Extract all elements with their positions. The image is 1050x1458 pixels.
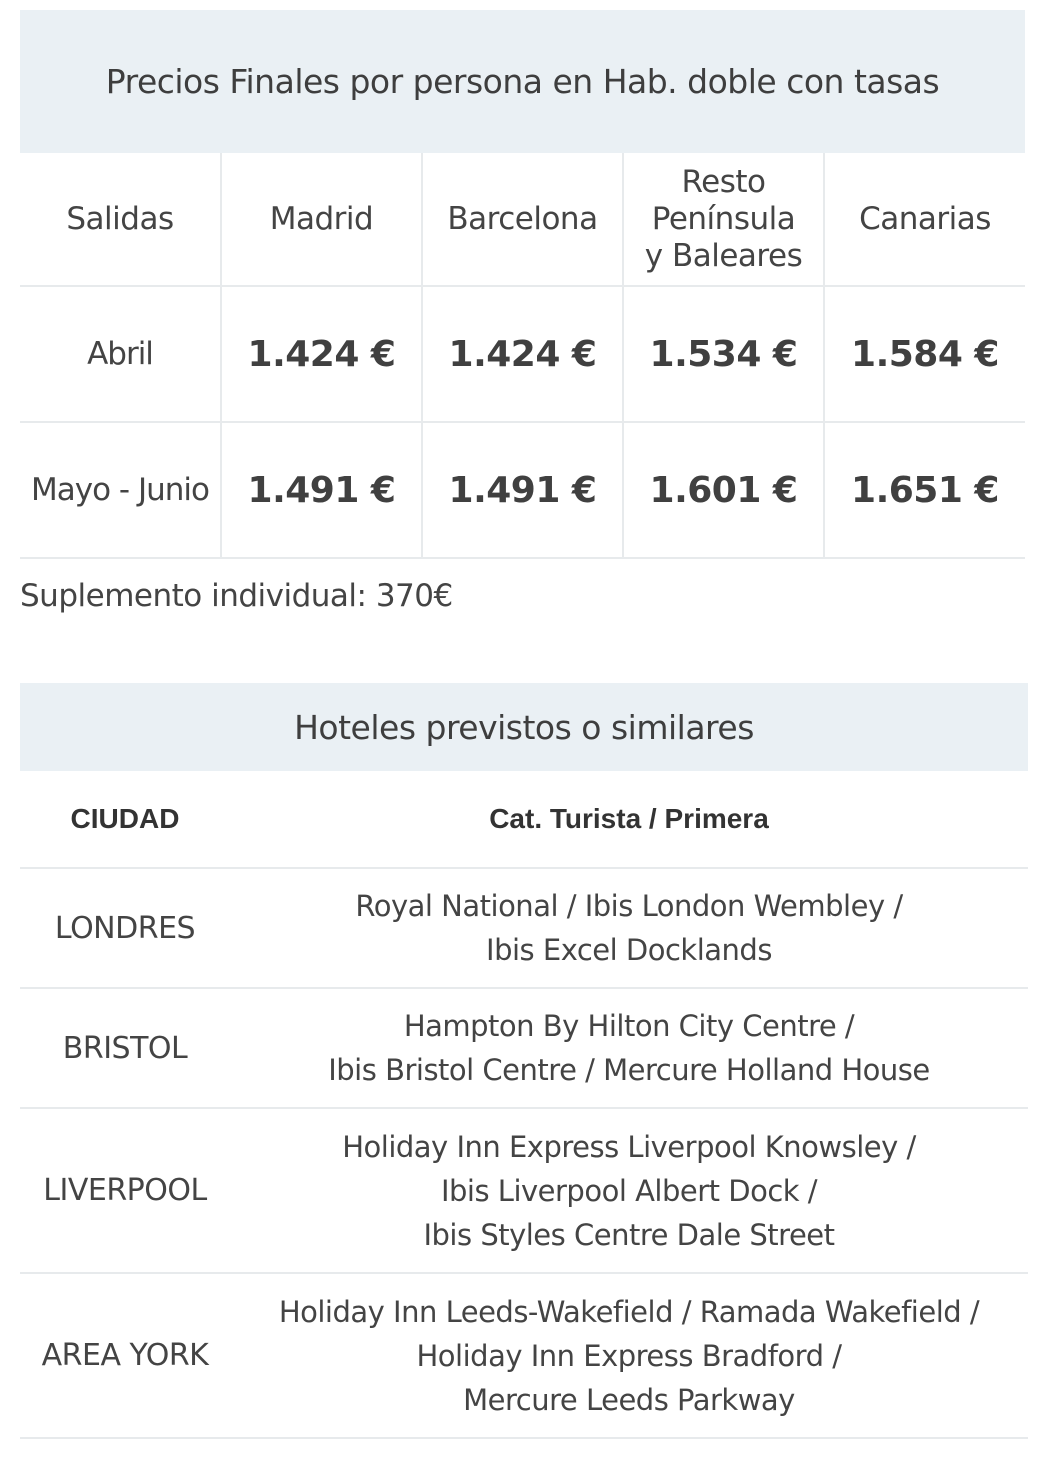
hotel-row-liverpool <box>20 1108 1028 1273</box>
header-resto-line: Resto <box>681 163 766 200</box>
supplement-note: Suplemento individual: 370€ <box>20 578 453 614</box>
prices-table <box>20 153 1025 559</box>
hotel-list <box>230 1273 1028 1438</box>
hotels-title: Hoteles previstos o similares <box>20 683 1028 771</box>
hotel-line: Holiday Inn Leeds-Wakefield / Ramada Wakefield / <box>278 1294 980 1329</box>
price-row-abril <box>20 286 1025 422</box>
hotel-row-area-york <box>20 1273 1028 1438</box>
hotels-header-row <box>20 771 1028 868</box>
header-canarias: Canarias <box>824 153 1025 286</box>
hotel-line: Royal National / Ibis London Wembley / <box>355 889 903 923</box>
price-row-mayo-junio <box>20 422 1025 558</box>
hotel-line: Ibis Styles Centre Dale Street <box>423 1217 835 1252</box>
hotel-row-bristol <box>20 988 1028 1108</box>
hotel-row-londres <box>20 868 1028 988</box>
city-name: AREA YORK <box>20 1273 230 1438</box>
header-category: Cat. Turista / Primera <box>230 771 1028 868</box>
header-city: CIUDAD <box>20 771 230 868</box>
prices-title: Precios Finales por persona en Hab. doble con tasas <box>20 10 1025 153</box>
price-madrid: 1.424 € <box>221 286 422 422</box>
hotel-list <box>230 1108 1028 1273</box>
price-resto: 1.601 € <box>623 422 824 558</box>
row-month: Abril <box>20 286 221 422</box>
header-resto-line: y Baleares <box>644 237 803 274</box>
price-madrid: 1.491 € <box>221 422 422 558</box>
price-canarias: 1.651 € <box>824 422 1025 558</box>
city-name: LONDRES <box>20 868 230 988</box>
hotel-line: Ibis Excel Docklands <box>486 933 772 967</box>
price-resto: 1.534 € <box>623 286 824 422</box>
hotel-list <box>230 988 1028 1108</box>
hotel-line: Holiday Inn Express Liverpool Knowsley / <box>342 1129 916 1164</box>
header-salidas: Salidas <box>20 153 221 286</box>
hotel-line: Ibis Liverpool Albert Dock / <box>440 1173 818 1208</box>
hotels-table <box>20 771 1028 1439</box>
price-barcelona: 1.424 € <box>422 286 623 422</box>
header-resto-line: Península <box>651 200 796 237</box>
hotel-line: Mercure Leeds Parkway <box>463 1382 795 1417</box>
header-resto <box>623 153 824 286</box>
hotels-section <box>20 683 1028 1439</box>
city-name: LIVERPOOL <box>20 1108 230 1273</box>
prices-header-row <box>20 153 1025 286</box>
city-name: BRISTOL <box>20 988 230 1108</box>
header-madrid: Madrid <box>221 153 422 286</box>
row-month: Mayo - Junio <box>20 422 221 558</box>
hotel-line: Holiday Inn Express Bradford / <box>416 1338 842 1373</box>
prices-section <box>20 10 1025 559</box>
hotel-list <box>230 868 1028 988</box>
price-barcelona: 1.491 € <box>422 422 623 558</box>
hotel-line: Hampton By Hilton City Centre / <box>403 1009 855 1043</box>
price-canarias: 1.584 € <box>824 286 1025 422</box>
hotel-line: Ibis Bristol Centre / Mercure Holland House <box>328 1053 930 1087</box>
header-barcelona: Barcelona <box>422 153 623 286</box>
